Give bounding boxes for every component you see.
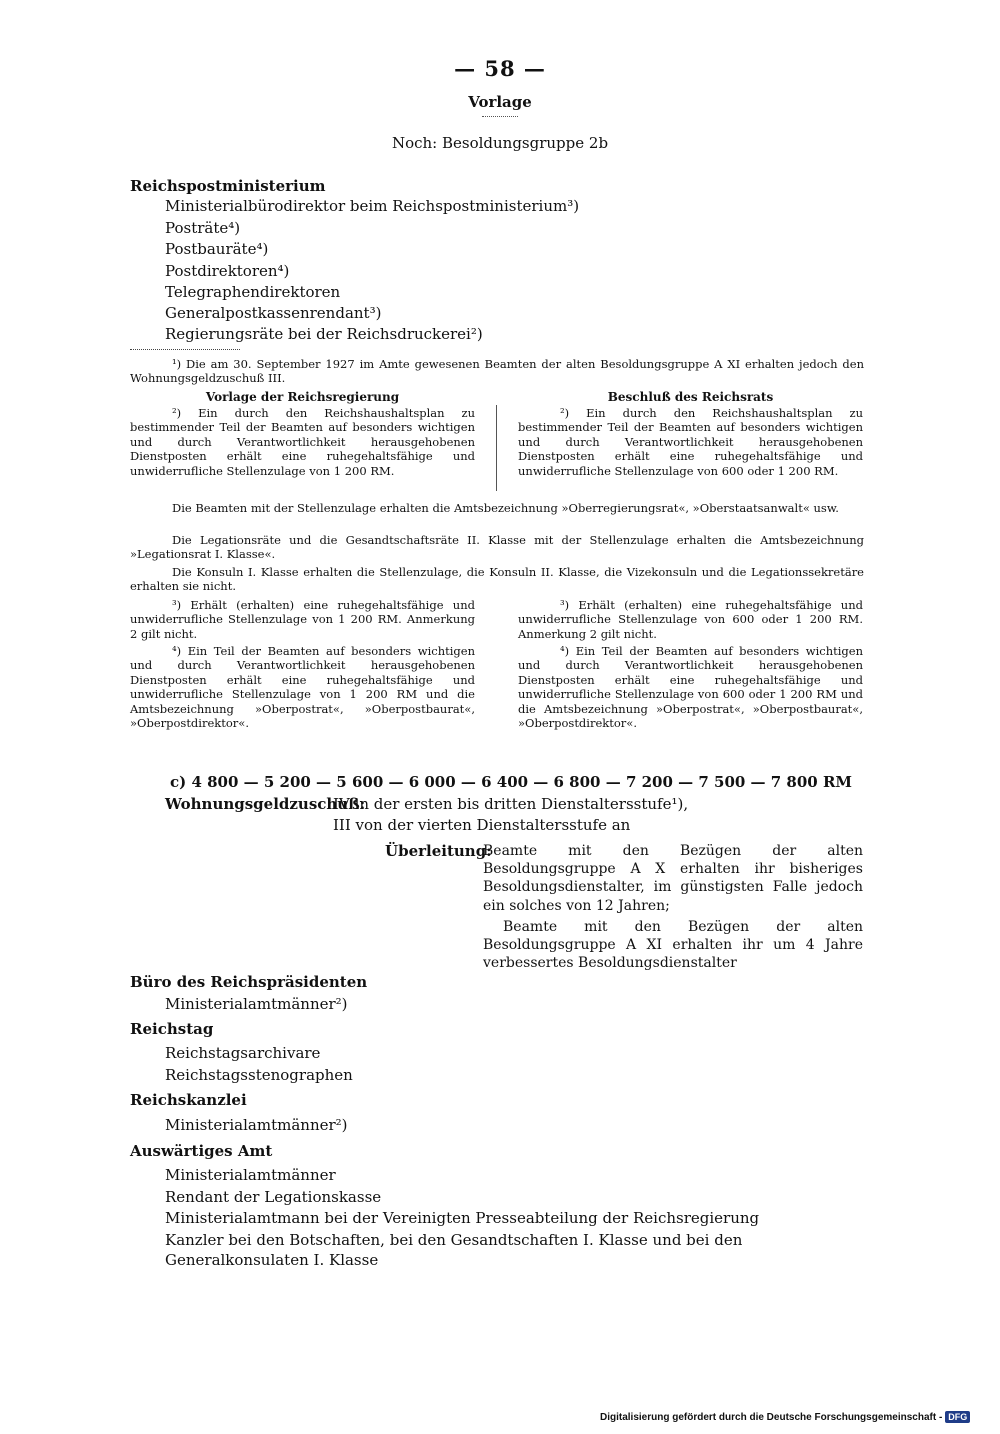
list-item: Rendant der Legationskasse <box>165 1188 382 1206</box>
column-heading-right: Beschluß des Reichsrats <box>607 390 774 404</box>
title-rule <box>482 116 518 117</box>
transition-label: Überleitung: <box>385 842 492 860</box>
footnote-text: Die Konsuln I. Klasse erhalten die Stellenzulage, die Konsuln II. Klasse, die Vizekonsuln und die Legationssekretäre erhalten sie nicht. <box>130 565 864 594</box>
footnote-3-left: ³) Erhält (erhalten) eine ruhegehaltsfähige und unwiderrufliche Stellenzulage von 1 200 RM. Anmerkung 2 gilt nicht. <box>130 598 475 641</box>
list-item: Ministerialamtmann bei der Vereinigten Presseabteilung der Reichsregierung <box>165 1209 760 1227</box>
page-title: Vorlage <box>468 93 532 111</box>
footnote-3-right: ³) Erhält (erhalten) eine ruhegehaltsfähige und unwiderrufliche Stellenzulage von 600 oder 1 200 RM. Anmerkung 2 gilt nicht. <box>518 598 863 641</box>
list-item: Kanzler bei den Botschaften, bei den Gesandtschaften I. Klasse und bei den Generalkonsulaten I. Klasse <box>165 1231 743 1269</box>
transition-paragraph-2: Beamte mit den Bezügen der alten Besoldungsgruppe A XI erhalten ihr um 4 Jahre verbessertes Besoldungsdienstalter <box>483 919 863 972</box>
footnote-divider <box>130 349 240 350</box>
housing-allowance-label: Wohnungsgeldzuschuß: <box>165 795 366 813</box>
page-number: — 58 — <box>454 56 546 81</box>
list-item: Telegraphendirektoren <box>165 283 341 301</box>
column-divider <box>496 405 497 491</box>
dfg-logo: DFG <box>945 1411 970 1423</box>
footnote-1: ¹) Die am 30. September 1927 im Amte gewesenen Beamten der alten Besoldungsgruppe A XI erhalten jedoch den Wohnungsgeldzuschuß III. <box>130 357 864 386</box>
footnote-text: Die Beamten mit der Stellenzulage erhalten die Amtsbezeichnung »Oberregierungsrat«, »Oberstaatsanwalt« usw. <box>172 501 839 515</box>
transition-paragraph-1: Beamte mit den Bezügen der alten Besoldungsgruppe A X erhalten ihr bisheriges Besoldungsdienstalter, im günstigsten Falle jedoch ein solches von 12 Jahren; <box>483 843 863 914</box>
salary-scale: c) 4 800 — 5 200 — 5 600 — 6 000 — 6 400 — 6 800 — 7 200 — 7 500 — 7 800 RM <box>170 773 853 791</box>
section-heading-auswaertiges-amt: Auswärtiges Amt <box>130 1142 273 1160</box>
list-item: Postdirektoren⁴) <box>165 262 290 280</box>
column-heading-left: Vorlage der Reichsregierung <box>205 390 400 404</box>
list-item: Reichstagsarchivare <box>165 1044 321 1062</box>
list-item: Regierungsräte bei der Reichsdruckerei²) <box>165 325 483 343</box>
section-heading-reichstag: Reichstag <box>130 1020 214 1038</box>
list-item: Ministerialamtmänner <box>165 1166 336 1184</box>
footnote-2-left: ²) Ein durch den Reichshaushaltsplan zu bestimmender Teil der Beamten auf besonders wichtigen und durch Verantwortlichkeit herausgehobenen Dienstposten erhält eine ruhegehaltsfähige und unwiderrufliche Stellenzulage von 1 200 RM. <box>130 406 475 478</box>
housing-allowance-line-2: III von der vierten Dienstaltersstufe an <box>333 816 631 834</box>
section-heading-reichskanzlei: Reichskanzlei <box>130 1091 247 1109</box>
list-item: Generalpostkassenrendant³) <box>165 304 382 322</box>
list-item: Posträte⁴) <box>165 219 241 237</box>
footnote-2-right: ²) Ein durch den Reichshaushaltsplan zu bestimmender Teil der Beamten auf besonders wichtigen und durch Verantwortlichkeit herausgehobenen Dienstposten erhält eine ruhegehaltsfähige und unwiderrufliche Stellenzulage von 600 oder 1 200 RM. <box>518 406 863 478</box>
housing-allowance-line-1: IV in der ersten bis dritten Dienstaltersstufe¹), <box>333 795 689 813</box>
list-item: Reichstagsstenographen <box>165 1066 353 1084</box>
section-heading-buero-reichspraesident: Büro des Reichspräsidenten <box>130 973 368 991</box>
page-subtitle: Noch: Besoldungsgruppe 2b <box>391 134 609 152</box>
footer-text: Digitalisierung gefördert durch die Deutsche Forschungsgemeinschaft - <box>600 1412 943 1423</box>
list-item: Ministerialbürodirektor beim Reichspostministerium³) <box>165 197 580 215</box>
footnote-4-left: ⁴) Ein Teil der Beamten auf besonders wichtigen und durch Verantwortlichkeit herausgehobenen Dienstposten erhält eine ruhegehaltsfähige und unwiderrufliche Stellenzulage von 1 200 RM und die Amtsbezeichnung »Oberpostrat«, »Oberpostbaurat«, »Oberpostdirektor«. <box>130 644 475 730</box>
footnote-4-right: ⁴) Ein Teil der Beamten auf besonders wichtigen und durch Verantwortlichkeit herausgehobenen Dienstposten erhält eine ruhegehaltsfähige und unwiderrufliche Stellenzulage von 600 oder 1 200 RM und die Amtsbezeichnung »Oberpostrat«, »Oberpostbaurat«, »Oberpostdirektor«. <box>518 644 863 730</box>
list-item: Ministerialamtmänner²) <box>165 1116 348 1134</box>
digitization-footer <box>600 1411 970 1423</box>
section-heading-reichspostministerium: Reichspostministerium <box>130 177 326 195</box>
footnote-text: Die Legationsräte und die Gesandtschaftsräte II. Klasse mit der Stellenzulage erhalten die Amtsbezeichnung »Legationsrat I. Klasse«. <box>130 533 864 562</box>
list-item: Ministerialamtmänner²) <box>165 995 348 1013</box>
list-item: Postbauräte⁴) <box>165 240 269 258</box>
